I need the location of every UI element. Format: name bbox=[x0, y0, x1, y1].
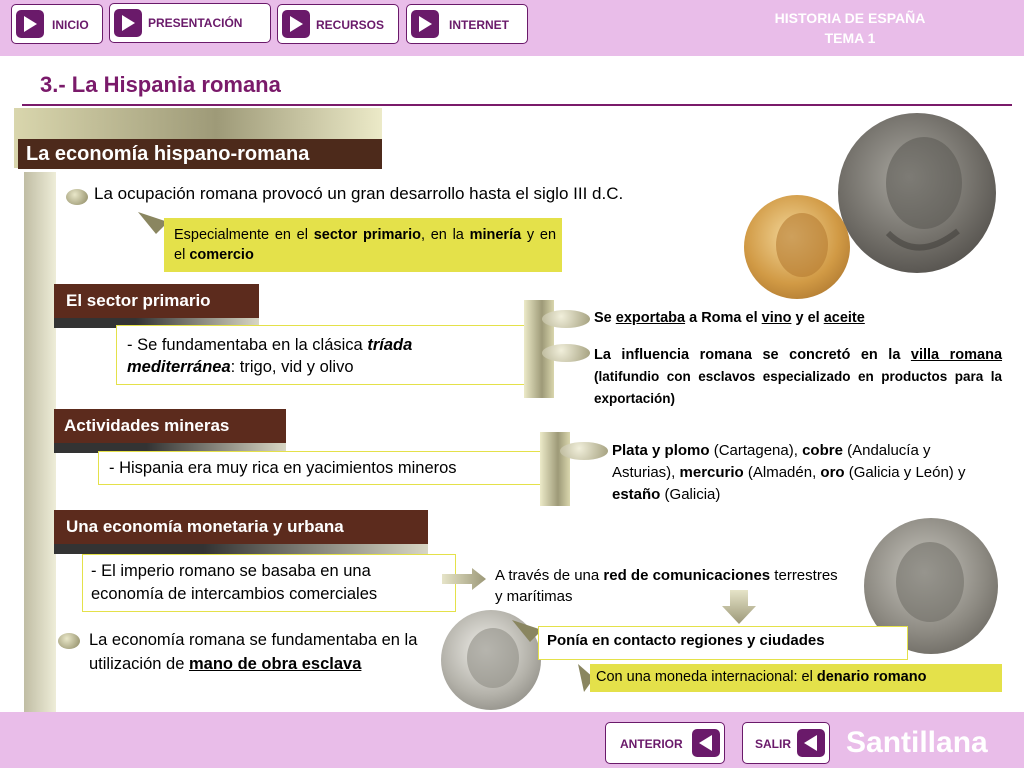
red-text-1: A través de una bbox=[495, 567, 604, 584]
back-arrow-icon bbox=[692, 729, 720, 757]
especial-text-2: , en la bbox=[420, 227, 470, 243]
header-title bbox=[740, 8, 960, 48]
bullet-icon bbox=[560, 442, 608, 460]
left-decor-bar bbox=[24, 172, 56, 712]
red-bold: red de comunicaciones bbox=[603, 567, 771, 584]
esclava-u: mano de obra esclava bbox=[188, 655, 362, 673]
minerales-text bbox=[612, 440, 982, 506]
mineral-place-3: (Almadén, bbox=[743, 464, 821, 481]
salir-button[interactable] bbox=[742, 722, 830, 764]
recursos-button[interactable] bbox=[277, 4, 399, 44]
down-arrow-icon bbox=[722, 590, 756, 624]
title-divider bbox=[22, 104, 1012, 106]
especial-text-1: Especialmente en el bbox=[174, 227, 314, 243]
mineras-box bbox=[98, 451, 542, 485]
villa-text bbox=[594, 344, 1002, 410]
play-arrow-icon bbox=[282, 10, 310, 38]
coin-image-gold bbox=[744, 195, 850, 299]
contacto-text: Ponía en contacto regiones y ciudades bbox=[547, 632, 825, 649]
mineral-5: estaño bbox=[612, 486, 661, 503]
presentacion-button[interactable] bbox=[109, 3, 271, 43]
especial-bold-1: sector primario bbox=[313, 227, 421, 243]
export-u-1: exportaba bbox=[615, 310, 686, 326]
inicio-label: INICIO bbox=[52, 18, 89, 32]
play-arrow-icon bbox=[114, 9, 142, 37]
export-text bbox=[594, 310, 865, 326]
intro-text: La ocupación romana provocó un gran desarrollo hasta el siglo III d.C. bbox=[94, 184, 624, 203]
mineras-label: Actividades mineras bbox=[54, 409, 286, 443]
internet-label: INTERNET bbox=[449, 18, 509, 32]
play-arrow-icon bbox=[411, 10, 439, 38]
denario-text-1: Con una moneda internacional: el bbox=[596, 669, 817, 685]
anterior-button[interactable] bbox=[605, 722, 725, 764]
export-text-3: y el bbox=[791, 310, 824, 326]
primario-emphasis: tríada mediterránea bbox=[127, 336, 413, 376]
mineral-1: Plata y plomo bbox=[612, 442, 710, 459]
esclava-text-1: La economía romana se fundamentaba en la utilización de bbox=[89, 631, 418, 673]
villa-u-1: villa romana bbox=[910, 347, 1003, 363]
mineral-place-4: (Galicia y León) y bbox=[844, 464, 966, 481]
play-arrow-icon bbox=[16, 10, 44, 38]
primario-label: El sector primario bbox=[54, 284, 259, 318]
denario-box bbox=[590, 664, 1002, 692]
right-arrow-icon bbox=[442, 568, 486, 590]
inicio-button[interactable] bbox=[11, 4, 103, 44]
mineral-place-2: (Andalucía y Asturias), bbox=[612, 442, 931, 481]
villa-text-1: La influencia romana se concretó en la bbox=[594, 347, 911, 363]
monetaria-label: Una economía monetaria y urbana bbox=[54, 510, 428, 544]
especial-bold-2: minería bbox=[469, 227, 522, 243]
anterior-label: ANTERIOR bbox=[620, 737, 683, 751]
export-u-3: aceite bbox=[823, 310, 865, 326]
header-topic: TEMA 1 bbox=[824, 30, 876, 46]
recursos-label: RECURSOS bbox=[316, 18, 385, 32]
red-text bbox=[495, 565, 845, 607]
mineras-text: - Hispania era muy rica en yacimientos mineros bbox=[109, 459, 457, 477]
mineral-4: oro bbox=[820, 464, 845, 481]
monetaria-text: - El imperio romano se basaba en una economía de intercambios comerciales bbox=[91, 562, 378, 603]
section-heading: La economía hispano-romana bbox=[18, 139, 382, 169]
denario-bold: denario romano bbox=[816, 669, 927, 685]
mineral-2: cobre bbox=[802, 442, 843, 459]
monetaria-underline bbox=[54, 544, 428, 554]
bullet-icon bbox=[542, 310, 590, 328]
mineras-separator bbox=[540, 432, 570, 506]
especial-text-3: y en el bbox=[174, 227, 557, 263]
export-text-1: Se bbox=[594, 310, 616, 326]
export-u-2: vino bbox=[761, 310, 792, 326]
contacto-box bbox=[538, 626, 908, 660]
primario-text-1: - Se fundamentaba en la clásica bbox=[127, 336, 368, 354]
internet-button[interactable] bbox=[406, 4, 528, 44]
back-arrow-icon bbox=[797, 729, 825, 757]
presentacion-label: PRESENTACIÓN bbox=[148, 16, 243, 30]
primario-box bbox=[116, 325, 528, 385]
red-text-2: terrestres y marítimas bbox=[495, 567, 838, 605]
section-heading-block bbox=[14, 108, 382, 168]
mineral-place-1: (Cartagena), bbox=[709, 442, 803, 459]
salir-label: SALIR bbox=[755, 737, 791, 751]
monetaria-box bbox=[82, 554, 456, 612]
villa-text-2: (latifundio con esclavos especializado en productos para la exportación) bbox=[594, 369, 1002, 406]
brand-logo: Santillana bbox=[846, 726, 988, 759]
primario-text-2: : trigo, vid y olivo bbox=[230, 358, 354, 376]
bullet-icon bbox=[58, 633, 80, 649]
export-text-2: a Roma el bbox=[685, 310, 762, 326]
coin-image-large bbox=[838, 113, 996, 273]
esclava-text bbox=[89, 628, 441, 676]
mineral-3: mercurio bbox=[679, 464, 744, 481]
bullet-icon bbox=[542, 344, 590, 362]
especial-bold-3: comercio bbox=[189, 247, 254, 263]
page-title: 3.- La Hispania romana bbox=[40, 72, 281, 97]
mineral-place-5: (Galicia) bbox=[660, 486, 721, 503]
especial-box bbox=[164, 218, 562, 272]
header-subject: HISTORIA DE ESPAÑA bbox=[774, 10, 926, 26]
bullet-icon bbox=[66, 189, 88, 205]
